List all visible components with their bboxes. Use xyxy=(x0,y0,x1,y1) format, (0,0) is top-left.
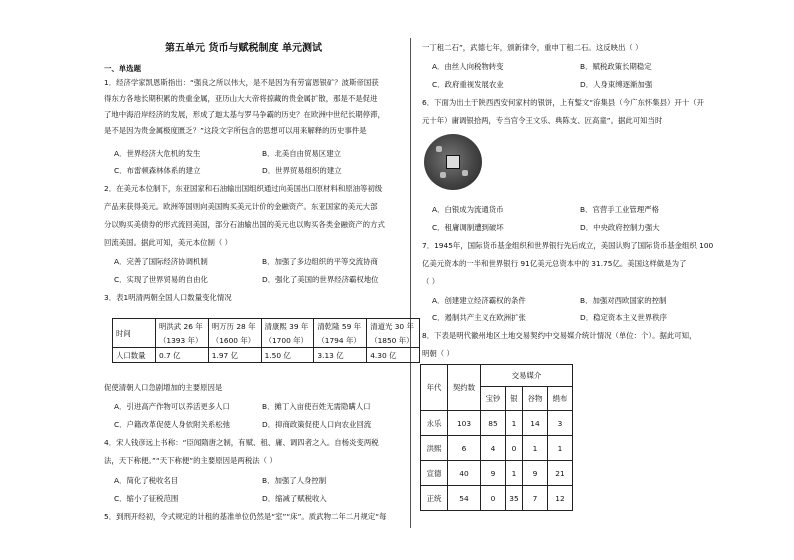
table-cell: 1.97 亿 xyxy=(208,348,261,363)
table-cell: 1 xyxy=(548,436,573,461)
q5-option-a: A．由丝人向税物转变 xyxy=(432,62,504,71)
q6-option-c: C．租庸调制遭到破坏 xyxy=(432,223,504,232)
transaction-table xyxy=(420,364,573,511)
table-cell: 明万历 28 年 xyxy=(208,319,261,334)
q1-line-4: 是不是因为贵金属极度匮乏？”这段文字所包含的思想可以用来解释的历史事件是 xyxy=(104,126,367,135)
silver-cake-image xyxy=(424,134,482,190)
q2-line-2: 产品来获得美元。欧洲等国则向美国购买美元计价的金融资产。东亚国家的美元大部 xyxy=(104,202,378,211)
q7-line-1: 7．1945年，国际货币基金组织和世界银行先后成立，美国认购了国际货币基金组织 100 xyxy=(422,241,714,250)
table-cell: 4.30 亿 xyxy=(367,348,420,363)
q1-option-a: A．世界经济大危机的发生 xyxy=(114,149,201,158)
q2-option-d: D．强化了美国的世界经济霸权地位 xyxy=(262,275,379,284)
q8-line-1: 8．下表是明代徽州地区土地交易契约中交易媒介统计情况（单位：个）。据此可知， xyxy=(422,331,697,340)
table-cell: 9 xyxy=(523,461,548,486)
table-cell: （1600 年） xyxy=(208,333,261,348)
table-cell: 洪熙 xyxy=(421,436,448,461)
population-table xyxy=(112,318,420,363)
q5-option-b: B．赋税政策长期稳定 xyxy=(580,62,652,71)
table-cell: 4 xyxy=(481,436,506,461)
column-divider xyxy=(410,38,411,528)
q4-option-a: A．简化了税收名目 xyxy=(114,476,179,485)
table-row xyxy=(421,461,573,486)
q1-line-2: 得东方各地长期积累的贵重金属，亚历山大大帝将掠藏的贵金属扩散，那是不是促进 xyxy=(104,94,378,103)
q7-line-2: 亿美元资本的一半和世界银行 91亿美元总资本中的 31.75亿。美国这样做是为了 xyxy=(422,259,687,268)
table-cell: （1700 年） xyxy=(261,333,314,348)
table-cell: 正统 xyxy=(421,486,448,511)
q7-option-c: C．遏制共产主义在欧洲扩张 xyxy=(432,313,526,322)
q3-option-c: C．户籍改革促使人身依附关系松弛 xyxy=(114,420,231,429)
q1-option-b: B．北美自由贸易区建立 xyxy=(262,149,341,158)
q6-line-2: 元十年）庸调银拾两，专当官令王文乐、典陈支、匠高童”。据此可知当时 xyxy=(422,116,663,125)
table-cell: 35 xyxy=(506,486,523,511)
table-cell: 永乐 xyxy=(421,411,448,436)
table-cell: 40 xyxy=(448,461,481,486)
table-cell: 清康熙 39 年 xyxy=(261,319,314,334)
table-cell: 1 xyxy=(523,436,548,461)
table-cell: 6 xyxy=(448,436,481,461)
q2-option-a: A．完善了国际经济协调机制 xyxy=(114,257,208,266)
q2-line-3: 分以购买美债券的形式流回美国，部分石油输出国的美元也以购买各类金融资产的方式 xyxy=(104,220,385,229)
table-cell: 0.7 亿 xyxy=(156,348,209,363)
q7-option-a: A．创建建立经济霸权的条件 xyxy=(432,296,526,305)
silver-cake-mark xyxy=(462,170,468,176)
q2-option-b: B．加强了多边组织的平等交流协商 xyxy=(262,257,378,266)
q6-option-a: A．白银成为流通货币 xyxy=(432,205,504,214)
table-cell: （1850 年） xyxy=(367,333,420,348)
table-cell: （1794 年） xyxy=(314,333,367,348)
q1-line-3: 了地中海沿岸经济的发展，形成了迦太基与罗马争霸的历史？在欧洲中世纪长期停滞， xyxy=(104,110,385,119)
table-cell: 12 xyxy=(548,486,573,511)
q6-option-b: B．官营手工业管理严格 xyxy=(580,205,659,214)
q7-option-d: D．稳定资本主义世界秩序 xyxy=(580,313,667,322)
table-cell: 交易媒介 xyxy=(481,365,573,387)
q4-line-2: 法，天下称便。”“天下称便”的主要原因是两税法（ ） xyxy=(104,456,277,465)
q3-after: 促使清朝人口急剧增加的主要原因是 xyxy=(104,383,223,392)
table-cell: 9 xyxy=(481,461,506,486)
table-cell: 3 xyxy=(548,411,573,436)
silver-cake-mark xyxy=(440,172,446,178)
q5-option-c: C．政府重视发展农业 xyxy=(432,80,504,89)
table-cell: 年代 xyxy=(421,365,448,411)
table-cell: 0 xyxy=(506,436,523,461)
q8-line-2: 明朝（ ） xyxy=(422,349,454,358)
table-cell: 人口数量 xyxy=(113,348,156,363)
page-title: 第五单元 货币与赋税制度 单元测试 xyxy=(165,43,322,54)
q2-option-c: C．实现了世界贸易的自由化 xyxy=(114,275,208,284)
table-cell: 契约数 xyxy=(448,365,481,411)
table-cell: 谷物 xyxy=(523,387,548,411)
table-cell: 明洪武 26 年 xyxy=(156,319,209,334)
table-cell: 0 xyxy=(481,486,506,511)
table-cell: 清道光 30 年 xyxy=(367,319,420,334)
table-row xyxy=(421,436,573,461)
table-cell: 宣德 xyxy=(421,461,448,486)
section-heading: 一、单选题 xyxy=(104,64,141,73)
table-cell: 1.50 亿 xyxy=(261,348,314,363)
table-cell: 时间 xyxy=(113,319,156,348)
table-cell: 85 xyxy=(481,411,506,436)
q2-line-4: 回流美国。据此可知，美元本位制（ ） xyxy=(104,238,232,247)
table-cell: 54 xyxy=(448,486,481,511)
table-row xyxy=(421,486,573,511)
q4-option-c: C．缩小了征税范围 xyxy=(114,494,179,503)
q1-option-c: C．布雷顿森林体系的建立 xyxy=(114,166,201,175)
q5r-line-1: 一丁租二石”，武德七年，颁新律令，重申丁租二石。这反映出（ ） xyxy=(422,43,643,52)
table-cell: 1 xyxy=(506,411,523,436)
q1-option-d: D．世界贸易组织的建立 xyxy=(262,166,342,175)
q1-line-1: 1．经济学家凯恩斯指出：“强良之所以伟大，是不是因为有劳富恩银矿？波斯帝国获 xyxy=(104,78,379,87)
q5-option-d: D．人身束缚逐渐加强 xyxy=(580,80,653,89)
table-cell: （1393 年） xyxy=(156,333,209,348)
table-cell: 14 xyxy=(523,411,548,436)
table-row xyxy=(421,411,573,436)
table-cell: 清乾隆 59 年 xyxy=(314,319,367,334)
q4-option-d: D．缩减了赋税收入 xyxy=(262,494,327,503)
table-cell: 7 xyxy=(523,486,548,511)
q3-option-a: A．引进高产作物可以养活更多人口 xyxy=(114,402,230,411)
silver-cake-mark xyxy=(436,146,442,152)
q5-line-1: 5．到刑开经初，令式规定的计租的基准单位仍然是“室”“床”。质武物二年二月规定“每 xyxy=(104,512,387,521)
q4-option-b: B．加强了人身控制 xyxy=(262,476,327,485)
table-cell: 103 xyxy=(448,411,481,436)
table-cell: 3.13 亿 xyxy=(314,348,367,363)
q3-option-b: B．摊丁入亩使百姓无需隐瞒人口 xyxy=(262,402,371,411)
table-cell: 绢布 xyxy=(548,387,573,411)
q6-line-1: 6．下面为出土于陕西西安何家村的银饼，上有錾文“洊集县（今广东怀集县）开十（开 xyxy=(422,98,704,107)
q6-option-d: D．中央政府控制力强大 xyxy=(580,223,660,232)
table-cell: 银 xyxy=(506,387,523,411)
q4-line-1: 4．宋人钱彦远上书称：“臣闻隋唐之制，有赋、租、庸、调四者之入。自杨炎变两税 xyxy=(104,438,379,447)
q3-intro: 3．表1明清两朝全国人口数量变化情况 xyxy=(104,293,232,302)
q7-option-b: B．加强对西欧国家的控制 xyxy=(580,296,667,305)
table-cell: 宝钞 xyxy=(481,387,506,411)
silver-cake-inscription xyxy=(446,155,460,169)
table-cell: 1 xyxy=(506,461,523,486)
table-cell: 21 xyxy=(548,461,573,486)
q2-line-1: 2．在美元本位制下，东亚国家和石油输出国组织通过向美国出口原材料和原油等初级 xyxy=(104,184,383,193)
q7-line-3: （ ） xyxy=(422,277,440,286)
q3-option-d: D．抑商政策促使人口向农业回流 xyxy=(262,420,372,429)
